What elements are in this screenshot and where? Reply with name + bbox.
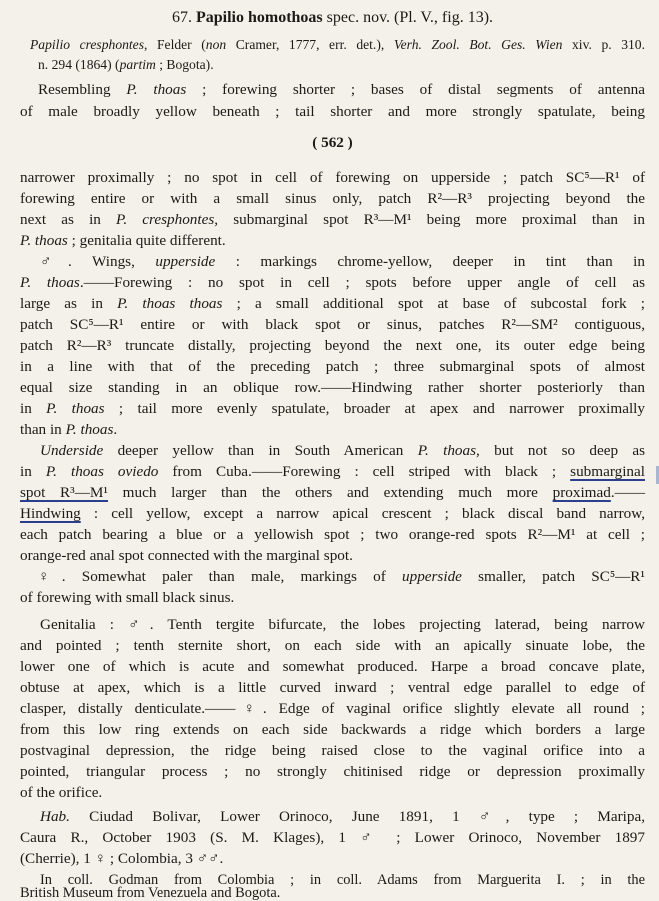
text-line: in a line with that of the preceding patch ; three submarginal spots of almost	[20, 358, 645, 375]
text-line: Hindwing : cell yellow, except a narrow apical crescent ; black discal band narrow,	[20, 505, 645, 522]
text-line: forewing entire or with a small sinus only, patch R²—R³ projecting beyond the	[20, 190, 645, 207]
text-line: than in P. thoas.	[20, 421, 118, 438]
pen-underline: proximad	[552, 484, 611, 501]
intro-line-2: of male broadly yellow beneath ; tail shorter and more strongly spatulate, being	[20, 103, 645, 120]
text-line: P. thoas.——Forewing : no spot in cell ; spots before upper angle of cell as	[20, 274, 645, 291]
text-line: pointed, triangular process ; no strongly chitinised ridge or depression proximally	[20, 763, 645, 780]
text-line: obtuse at apex, which is a little curved inward ; ventral edge parallel to edge of	[20, 679, 645, 696]
text-line: orange-red anal spot connected with the marginal spot.	[20, 547, 353, 564]
text-line: P. thoas ; genitalia quite different.	[20, 232, 226, 249]
text-line: in P. thoas ; tail more evenly spatulate, broader at apex and narrower proximally	[20, 400, 645, 417]
text-line: lower one of which is acute and somewhat produced. Harpe a broad concave plate,	[20, 658, 645, 675]
text-line: of forewing with small black sinus.	[20, 589, 235, 606]
text-line: in P. thoas oviedo from Cuba.——Forewing : cell striped with black ; submarginal	[20, 463, 645, 480]
intro-line-1: Resembling P. thoas ; forewing shorter ; bases of distal segments of antenna	[38, 81, 645, 98]
text-line: postvaginal depression, the ridge being raised close to the vaginal orifice into a	[20, 742, 645, 759]
page-number: ( 562 )	[312, 134, 353, 151]
text-line: ♂. Wings, upperside : markings chrome-yellow, deeper in tint than in	[40, 253, 645, 270]
pen-underline: Hindwing	[20, 505, 81, 522]
text-line: from this low ring extends on each side backwards a ridge which borders a large	[20, 721, 645, 738]
synonymy-line-2: n. 294 (1864) (partim ; Bogota).	[38, 57, 214, 72]
text-line: equal size standing in an oblique row.——Hindwing rather shorter posteriorly than	[20, 379, 645, 396]
pen-underline: spot R³—M¹	[20, 484, 108, 501]
text-line: next as in P. cresphontes, submarginal spot R³—M¹ being more proximal than in	[20, 211, 645, 228]
text-line: Hab. Ciudad Bolivar, Lower Orinoco, June 1891, 1 ♂, type ; Maripa,	[40, 808, 645, 825]
text-line: British Museum from Venezuela and Bogota.	[20, 885, 281, 901]
text-line: each patch bearing a blue or a yellowish spot ; two orange-red spots R²—M¹ at cell ;	[20, 526, 645, 543]
text-line: and pointed ; tenth sternite short, on each side with an apically sinuate lobe, the	[20, 637, 645, 654]
text-line: Underside deeper yellow than in South American P. thoas, but not so deep as	[40, 442, 646, 459]
text-line: spot R³—M¹ much larger than the others and extending much more proximad.——	[20, 484, 645, 501]
species-heading: 67. Papilio homothoas spec. nov. (Pl. V., fig. 13).	[171, 9, 494, 26]
text-line: ♀. Somewhat paler than male, markings of upperside smaller, patch SC⁵—R¹	[38, 568, 645, 585]
text-line: large as in P. thoas thoas ; a small additional spot at base of subcostal fork ;	[20, 295, 646, 312]
text-line: narrower proximally ; no spot in cell of forewing on upperside ; patch SC⁵—R¹ of	[20, 169, 645, 186]
text-line: Caura R., October 1903 (S. M. Klages), 1 ♂ ; Lower Orinoco, November 1897	[20, 829, 645, 846]
text-line: clasper, distally denticulate.——♀. Edge of vaginal orifice slightly elevate all round ;	[20, 700, 645, 717]
text-line: of the orifice.	[20, 784, 103, 801]
text-line: patch SC⁵—R¹ entire or with black spot or sinus, patches R²—SM² contiguous,	[20, 316, 645, 333]
text-line: patch R²—R³ truncate distally, projecting beyond the next one, its outer edge being	[20, 337, 645, 354]
text-line: In coll. Godman from Colombia ; in coll. Adams from Marguerita I. ; in the	[40, 872, 645, 888]
synonymy-line-1: Papilio cresphontes, Felder (non Cramer, 1777, err. det.), Verh. Zool. Bot. Ges. Wien xiv. p. 310.	[30, 37, 645, 52]
text-line: Genitalia : ♂. Tenth tergite bifurcate, the lobes projecting laterad, being narrow	[40, 616, 645, 633]
text-line: (Cherrie), 1 ♀ ; Colombia, 3 ♂♂.	[20, 850, 224, 867]
species-name: Papilio homothoas	[195, 9, 323, 26]
pen-underline: submarginal	[570, 463, 645, 480]
